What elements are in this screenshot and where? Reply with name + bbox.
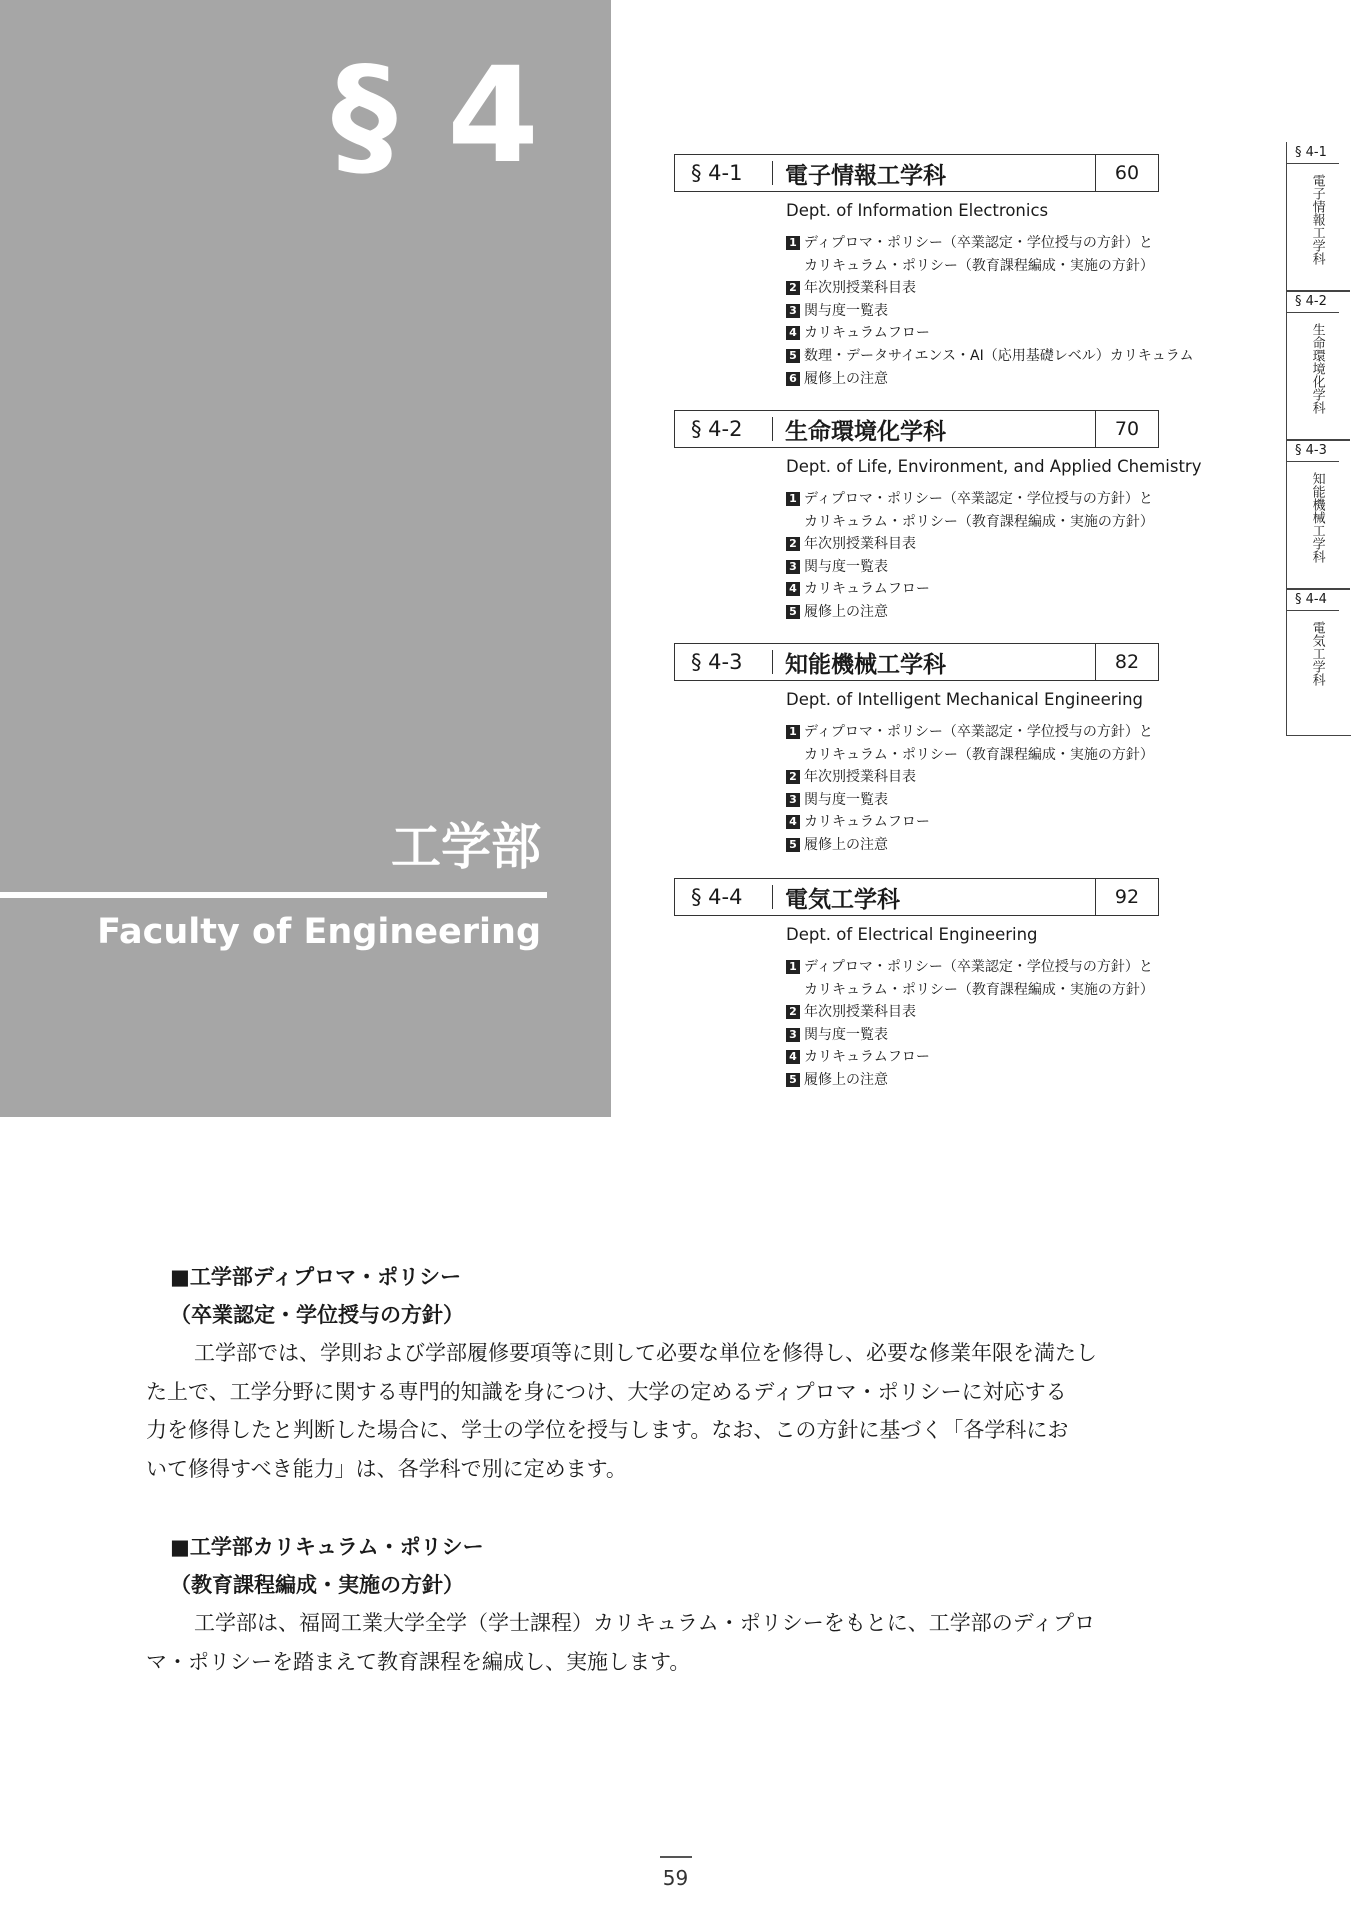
toc-item (786, 300, 1159, 323)
toc-item (786, 1069, 1159, 1092)
toc-item (786, 368, 1159, 391)
toc-item (786, 232, 1159, 277)
toc-item (786, 956, 1159, 1001)
body-line: マ・ポリシーを踏まえて教育課程を編成し、実施します。 (146, 1649, 691, 1674)
page-number: 59 (662, 1865, 689, 1890)
side-index-tabs (1286, 142, 1351, 736)
toc-item-text: 年次別授業科目表 (804, 536, 916, 553)
diploma-policy-heading: ■工学部ディプロマ・ポリシー (170, 1265, 462, 1289)
side-tab-number: § 4-3 (1287, 440, 1339, 462)
item-number-badge: 4 (786, 815, 800, 829)
toc-item-text: 履修上の注意 (804, 603, 888, 620)
item-number-badge: 6 (786, 372, 800, 386)
body-line: た上で、工学分野に関する専門的知識を身につけ、大学の定めるディプロマ・ポリシーに対応する (146, 1379, 1067, 1404)
body-line: いて修得すべき能力」は、各学科で別に定めます。 (146, 1456, 627, 1481)
faculty-title-jp: 工学部 (391, 818, 541, 876)
toc-item-line: カリキュラム・ポリシー（教育課程編成・実施の方針） (804, 513, 1154, 530)
toc-item (786, 1024, 1159, 1047)
toc-section-4-1 (674, 154, 1194, 390)
toc-item-text: 履修上の注意 (804, 836, 888, 853)
toc-section-title-en: Dept. of Electrical Engineering (786, 925, 1038, 944)
toc-item (786, 601, 1159, 624)
item-number-badge: 3 (786, 1028, 800, 1042)
item-number-badge: 2 (786, 537, 800, 551)
toc-item-text: 関与度一覧表 (804, 302, 888, 319)
toc-item-text: 関与度一覧表 (804, 558, 888, 575)
toc-section-title: 知能機械工学科 (785, 651, 946, 678)
toc-item-list (786, 488, 1159, 624)
toc-item-line: カリキュラム・ポリシー（教育課程編成・実施の方針） (804, 981, 1154, 998)
toc-item (786, 556, 1159, 579)
body-line: 工学部では、学則および学部履修要項等に則して必要な単位を修得し、必要な修業年限を満たし (194, 1341, 1097, 1365)
toc-page-number: 70 (1095, 411, 1158, 447)
item-number-badge: 5 (786, 1073, 800, 1087)
item-number-badge: 4 (786, 1050, 800, 1064)
toc-item-text: カリキュラムフロー (804, 1049, 930, 1066)
toc-item-text (804, 488, 1154, 533)
toc-section-title: 生命環境化学科 (785, 418, 946, 445)
toc-item (786, 322, 1159, 345)
item-number-badge: 5 (786, 349, 800, 363)
toc-item-list (786, 956, 1159, 1092)
toc-item-line: カリキュラム・ポリシー（教育課程編成・実施の方針） (804, 746, 1154, 763)
toc-section-title: 電子情報工学科 (785, 162, 946, 189)
toc-item (786, 811, 1159, 834)
toc-header[interactable] (674, 643, 1159, 681)
toc-section-4-3 (674, 643, 1159, 857)
toc-section-title-en: Dept. of Life, Environment, and Applied Chemistry (786, 457, 1202, 476)
toc-page-number: 92 (1095, 879, 1158, 915)
page-number-rule (660, 1856, 692, 1858)
toc-page-number: 82 (1095, 644, 1158, 680)
toc-section-title-en: Dept. of Intelligent Mechanical Engineering (786, 690, 1144, 709)
curriculum-policy-subheading: （教育課程編成・実施の方針） (170, 1573, 464, 1597)
toc-section-4-4 (674, 878, 1159, 1092)
item-number-badge: 3 (786, 304, 800, 318)
toc-item-text (804, 956, 1154, 1001)
curriculum-policy-body (146, 1604, 1190, 1681)
toc-item (786, 277, 1159, 300)
toc-item (786, 578, 1159, 601)
toc-item-line: ディプロマ・ポリシー（卒業認定・学位授与の方針）と (804, 235, 1153, 251)
toc-item (786, 789, 1159, 812)
item-number-badge: 1 (786, 725, 800, 739)
toc-item (786, 1001, 1159, 1024)
side-tab-4-2[interactable] (1287, 291, 1350, 414)
toc-item (786, 766, 1159, 789)
toc-page-number: 60 (1095, 155, 1158, 191)
diploma-policy-body (146, 1334, 1190, 1488)
toc-item-text: カリキュラムフロー (804, 581, 930, 598)
item-number-badge: 5 (786, 838, 800, 852)
toc-item-text: 年次別授業科目表 (804, 280, 916, 297)
toc-item-text: 履修上の注意 (804, 1071, 888, 1088)
toc-item-line: ディプロマ・ポリシー（卒業認定・学位授与の方針）と (804, 491, 1153, 507)
toc-item (786, 345, 1194, 368)
toc-section-number: § 4-3 (675, 644, 773, 680)
toc-section-title-en: Dept. of Information Electronics (786, 201, 1049, 220)
side-tab-label: 電気工学科 (1309, 621, 1325, 686)
toc-item (786, 834, 1159, 857)
body-line: 工学部は、福岡工業大学全学（学士課程）カリキュラム・ポリシーをもとに、工学部のディプロ (194, 1611, 1096, 1635)
toc-section-number: § 4-4 (675, 879, 773, 915)
section-gap (170, 1488, 1190, 1528)
page-footer (0, 1856, 1351, 1890)
chapter-hero-panel (0, 0, 611, 1117)
diploma-policy-subheading: （卒業認定・学位授与の方針） (170, 1303, 464, 1327)
side-tab-number: § 4-2 (1287, 291, 1339, 313)
side-tab-4-4[interactable] (1287, 589, 1350, 686)
toc-item-line: カリキュラム・ポリシー（教育課程編成・実施の方針） (804, 257, 1154, 274)
faculty-title-en: Faculty of Engineering (97, 912, 541, 952)
toc-item-text: 年次別授業科目表 (804, 1004, 916, 1021)
side-tab-number: § 4-4 (1287, 589, 1339, 611)
toc-section-title: 電気工学科 (785, 886, 900, 913)
toc-item-text (804, 232, 1154, 277)
item-number-badge: 1 (786, 960, 800, 974)
toc-item-text: 数理・データサイエンス・AI（応用基礎レベル）カリキュラム (804, 347, 1194, 364)
toc-item-list (786, 721, 1159, 857)
toc-item-text: 関与度一覧表 (804, 1026, 888, 1043)
side-tab-label: 生命環境化学科 (1309, 323, 1325, 414)
toc-header[interactable] (674, 410, 1159, 448)
item-number-badge: 3 (786, 560, 800, 574)
side-tab-label: 知能機械工学科 (1309, 472, 1325, 563)
toc-item (786, 488, 1159, 533)
item-number-badge: 1 (786, 236, 800, 250)
item-number-badge: 3 (786, 793, 800, 807)
toc-section-4-2 (674, 410, 1202, 624)
side-tab-label: 電子情報工学科 (1309, 174, 1325, 265)
toc-item-text: 関与度一覧表 (804, 791, 888, 808)
toc-item (786, 721, 1159, 766)
toc-header[interactable] (674, 154, 1159, 192)
side-tab-4-1[interactable] (1287, 142, 1350, 265)
toc-item-text: カリキュラムフロー (804, 814, 930, 831)
faculty-policy-text (146, 1258, 1190, 1681)
item-number-badge: 2 (786, 281, 800, 295)
item-number-badge: 5 (786, 605, 800, 619)
toc-item-line: ディプロマ・ポリシー（卒業認定・学位授与の方針）と (804, 959, 1153, 975)
toc-header[interactable] (674, 878, 1159, 916)
toc-item (786, 1046, 1159, 1069)
chapter-number: § 4 (331, 39, 541, 193)
toc-item-line: ディプロマ・ポリシー（卒業認定・学位授与の方針）と (804, 724, 1153, 740)
curriculum-policy-heading: ■工学部カリキュラム・ポリシー (170, 1535, 484, 1559)
side-tab-4-3[interactable] (1287, 440, 1350, 563)
toc-item-text: カリキュラムフロー (804, 325, 930, 342)
toc-item-text (804, 721, 1154, 766)
item-number-badge: 2 (786, 770, 800, 784)
toc-item-text: 履修上の注意 (804, 370, 888, 387)
toc-section-number: § 4-1 (675, 155, 773, 191)
side-tab-number: § 4-1 (1287, 142, 1339, 164)
faculty-title-rule (0, 892, 547, 898)
toc-item-text: 年次別授業科目表 (804, 769, 916, 786)
body-line: 力を修得したと判断した場合に、学士の学位を授与します。なお、この方針に基づく「各学科にお (146, 1418, 1069, 1442)
item-number-badge: 4 (786, 326, 800, 340)
item-number-badge: 2 (786, 1005, 800, 1019)
toc-item-list (786, 232, 1194, 390)
item-number-badge: 4 (786, 582, 800, 596)
toc-item (786, 533, 1159, 556)
toc-section-number: § 4-2 (675, 411, 773, 447)
item-number-badge: 1 (786, 492, 800, 506)
